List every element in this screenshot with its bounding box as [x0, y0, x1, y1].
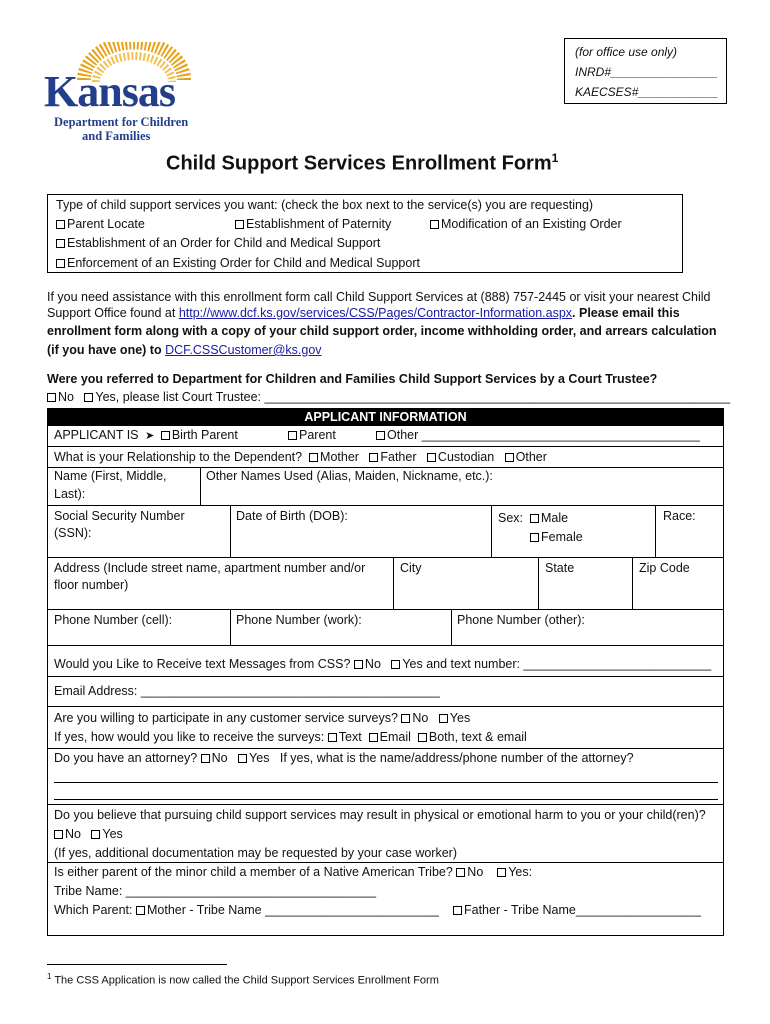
- harm-no-checkbox[interactable]: [54, 830, 63, 839]
- attorney-yes-checkbox[interactable]: [238, 754, 247, 763]
- tribe-no-checkbox[interactable]: [456, 868, 465, 877]
- text-no-label: No: [364, 657, 381, 671]
- checkbox[interactable]: [235, 220, 244, 229]
- service-modification[interactable]: [430, 217, 622, 233]
- office-use-box: [564, 38, 727, 104]
- label: Modification of an Existing Order: [441, 217, 622, 231]
- male-checkbox[interactable]: [530, 514, 539, 523]
- survey-text-checkbox[interactable]: [328, 733, 337, 742]
- survey-method-row: [54, 730, 527, 746]
- ssn-label-2: (SSN):: [54, 526, 92, 540]
- survey-both-label: Both, text & email: [428, 730, 527, 744]
- survey-no-label: No: [412, 711, 429, 725]
- tribe-question: Is either parent of the minor child a member of a Native American Tribe?: [54, 865, 453, 879]
- applicant-header-text: APPLICANT INFORMATION: [304, 410, 467, 424]
- referral-yes-label: Yes, please list Court Trustee: ___________________________________________________________________: [95, 390, 731, 404]
- label: Enforcement of an Existing Order for Child and Medical Support: [67, 256, 420, 270]
- assist-line2-pre: Support Office found at: [47, 306, 179, 320]
- col-divider: [200, 467, 201, 505]
- address-label-1: Address (Include street name, apartment number and/or: [54, 561, 366, 575]
- col-divider: [451, 609, 452, 645]
- attorney-if-label: If yes, what is the name/address/phone number of the attorney?: [279, 751, 634, 765]
- referral-question: Were you referred to Department for Children and Families Child Support Services by a Court Trustee?: [47, 372, 658, 386]
- phone-work-label: Phone Number (work):: [236, 613, 362, 627]
- assist-line4: [47, 343, 322, 359]
- label: Establishment of Paternity: [246, 217, 392, 231]
- checkbox[interactable]: [56, 259, 65, 268]
- row-divider: [48, 748, 723, 749]
- survey-yes-checkbox[interactable]: [439, 714, 448, 723]
- birth-parent-checkbox[interactable]: [161, 431, 170, 440]
- survey-row: [54, 711, 470, 727]
- kansas-dcf-logo: [44, 42, 214, 147]
- tribe-name-field[interactable]: Tribe Name: ____________________________________: [54, 884, 377, 898]
- checkbox[interactable]: [56, 220, 65, 229]
- dob-label: Date of Birth (DOB):: [236, 509, 348, 523]
- kaecses-field[interactable]: KAECSES#____________: [575, 85, 719, 99]
- referral-no-checkbox[interactable]: [47, 393, 56, 402]
- rel-custodian-label: Custodian: [437, 450, 495, 464]
- referral-no-label: No: [58, 390, 74, 404]
- rel-mother-checkbox[interactable]: [309, 453, 318, 462]
- form-title: [166, 151, 558, 177]
- state-label: State: [545, 561, 575, 575]
- attorney-no-checkbox[interactable]: [201, 754, 210, 763]
- text-question: Would you Like to Receive text Messages from CSS?: [54, 657, 351, 671]
- attorney-question: Do you have an attorney?: [54, 751, 198, 765]
- col-divider: [230, 505, 231, 557]
- row-divider: [48, 862, 723, 863]
- inrd-field[interactable]: INRD#________________: [575, 65, 718, 79]
- ssn-label-1: Social Security Number: [54, 509, 185, 523]
- assist-line3: enrollment form along with a copy of your child support order, income withholding order, and arrears calculation: [47, 324, 717, 338]
- sex-label: Sex:: [498, 511, 524, 525]
- other-label: Other ________________________________________: [387, 428, 700, 442]
- logo-dept-line1: Department for Children: [54, 115, 189, 129]
- contractor-info-link[interactable]: http://www.dcf.ks.gov/services/CSS/Pages/Contractor-Information.aspx: [178, 306, 573, 320]
- address-label-2: floor number): [54, 578, 129, 592]
- attorney-row: [54, 751, 634, 767]
- phone-other-label: Phone Number (other):: [457, 613, 585, 627]
- col-divider: [655, 505, 656, 557]
- other-names-label: Other Names Used (Alias, Maiden, Nickname, etc.):: [206, 469, 493, 483]
- parent-option[interactable]: [288, 428, 336, 444]
- attorney-yes-label: Yes: [249, 751, 270, 765]
- col-divider: [538, 557, 539, 609]
- harm-yes-checkbox[interactable]: [91, 830, 100, 839]
- assist-line2: [47, 306, 680, 322]
- form-title-text: Child Support Services Enrollment Form: [166, 152, 552, 175]
- harm-no-label: No: [65, 827, 81, 841]
- service-establish-order[interactable]: [56, 236, 380, 252]
- other-checkbox[interactable]: [376, 431, 385, 440]
- relationship-label: What is your Relationship to the Dependent?: [54, 450, 303, 464]
- checkbox[interactable]: [56, 239, 65, 248]
- text-yes-label: Yes and text number: ___________________________: [402, 657, 712, 671]
- footnote-ref: 1: [551, 151, 559, 165]
- assist-line2-post: . Please email this: [572, 306, 680, 320]
- tribe-yes-checkbox[interactable]: [497, 868, 506, 877]
- services-box: [47, 194, 683, 273]
- logo-dept-line2: and Families: [82, 129, 151, 143]
- footnote-separator: [47, 964, 227, 965]
- attorney-answer-line-2[interactable]: [54, 799, 718, 800]
- service-parent-locate[interactable]: [56, 217, 145, 233]
- email-link[interactable]: DCF.CSSCustomer@ks.gov: [165, 343, 322, 357]
- applicant-header: [48, 409, 723, 426]
- survey-question: Are you willing to participate in any customer service surveys?: [54, 711, 398, 725]
- sex-row: [498, 511, 568, 527]
- service-enforcement[interactable]: [56, 256, 420, 272]
- female-label: Female: [541, 530, 583, 544]
- applicant-table: [47, 408, 724, 936]
- attorney-no-label: No: [211, 751, 228, 765]
- footnote-number: 1: [47, 972, 52, 981]
- relationship-row: [54, 450, 547, 466]
- assist-line1: If you need assistance with this enrollment form call Child Support Services at (888) 757-2445 or visit your nearest Child: [47, 290, 711, 304]
- parent-label: Parent: [299, 428, 336, 442]
- arrow-right-icon: ➤: [142, 430, 158, 442]
- other-option[interactable]: [376, 428, 700, 444]
- row-divider: [48, 609, 723, 610]
- survey-method-label: If yes, how would you like to receive the surveys:: [54, 730, 325, 744]
- tribe-father-checkbox[interactable]: [453, 906, 462, 915]
- zip-label: Zip Code: [639, 561, 690, 575]
- survey-yes-label: Yes: [449, 711, 471, 725]
- city-label: City: [400, 561, 422, 575]
- services-intro: Type of child support services you want: (check the box next to the service(s) you are requesting): [56, 198, 594, 212]
- harm-yes-label: Yes: [102, 827, 123, 841]
- row-divider: [48, 804, 723, 805]
- harm-question: Do you believe that pursuing child support services may result in physical or emotional harm to you or your child(ren)?: [54, 808, 706, 822]
- harm-answers: [54, 827, 123, 843]
- race-label: Race:: [663, 509, 696, 523]
- row-divider: [48, 505, 723, 506]
- harm-note: (If yes, additional documentation may be requested by your case worker): [54, 846, 457, 860]
- tribe-no-label: No: [467, 865, 484, 879]
- tribe-father-option: [453, 903, 701, 919]
- footnote-text: The CSS Application is now called the Child Support Services Enrollment Form: [54, 974, 439, 987]
- tribe-mother-label: Mother - Tribe Name _________________________: [147, 903, 439, 917]
- birth-parent-label: Birth Parent: [171, 428, 238, 442]
- row-divider: [48, 446, 723, 447]
- tribe-mother-checkbox[interactable]: [136, 906, 145, 915]
- col-divider: [632, 557, 633, 609]
- text-messages-row: [54, 657, 711, 673]
- parent-checkbox[interactable]: [288, 431, 297, 440]
- survey-both-checkbox[interactable]: [418, 733, 427, 742]
- col-divider: [393, 557, 394, 609]
- referral-yes-checkbox[interactable]: [84, 393, 93, 402]
- col-divider: [491, 505, 492, 557]
- footnote: [47, 972, 439, 988]
- rel-other-label: Other: [515, 450, 547, 464]
- survey-no-checkbox[interactable]: [401, 714, 410, 723]
- row-divider: [48, 645, 723, 646]
- name-label-2: Last):: [54, 487, 86, 501]
- tribe-father-label: Father - Tribe Name__________________: [464, 903, 701, 917]
- email-row[interactable]: Email Address: ___________________________________________: [54, 684, 440, 698]
- male-label: Male: [540, 511, 569, 525]
- logo-state-name: Kansas: [44, 67, 175, 116]
- referral-answers: [47, 390, 730, 406]
- tribe-yes-label: Yes:: [508, 865, 533, 879]
- rel-father-checkbox[interactable]: [369, 453, 378, 462]
- which-parent-label: Which Parent:: [54, 903, 133, 917]
- female-option[interactable]: [530, 530, 583, 546]
- text-no-checkbox[interactable]: [354, 660, 363, 669]
- checkbox[interactable]: [430, 220, 439, 229]
- label: Parent Locate: [67, 217, 145, 231]
- label: Establishment of an Order for Child and Medical Support: [67, 236, 381, 250]
- assist-line4-pre: (if you have one) to: [47, 343, 166, 357]
- survey-email-label: Email: [379, 730, 411, 744]
- rel-mother-label: Mother: [320, 450, 359, 464]
- service-paternity[interactable]: [235, 217, 391, 233]
- phone-cell-label: Phone Number (cell):: [54, 613, 173, 627]
- row-divider: [48, 706, 723, 707]
- rel-custodian-checkbox[interactable]: [427, 453, 436, 462]
- office-use-title: (for office use only): [575, 45, 678, 59]
- which-parent-row: [54, 903, 439, 919]
- row-divider: [48, 467, 723, 468]
- applicant-is-row: [54, 428, 238, 444]
- survey-email-checkbox[interactable]: [369, 733, 378, 742]
- attorney-answer-line-1[interactable]: [54, 782, 718, 783]
- rel-other-checkbox[interactable]: [505, 453, 514, 462]
- survey-text-label: Text: [338, 730, 362, 744]
- tribe-row: [54, 865, 532, 881]
- row-divider: [48, 676, 723, 677]
- rel-father-label: Father: [380, 450, 417, 464]
- name-label-1: Name (First, Middle,: [54, 469, 167, 483]
- applicant-is-label: APPLICANT IS: [54, 428, 139, 442]
- col-divider: [230, 609, 231, 645]
- text-yes-checkbox[interactable]: [391, 660, 400, 669]
- row-divider: [48, 557, 723, 558]
- female-checkbox[interactable]: [530, 533, 539, 542]
